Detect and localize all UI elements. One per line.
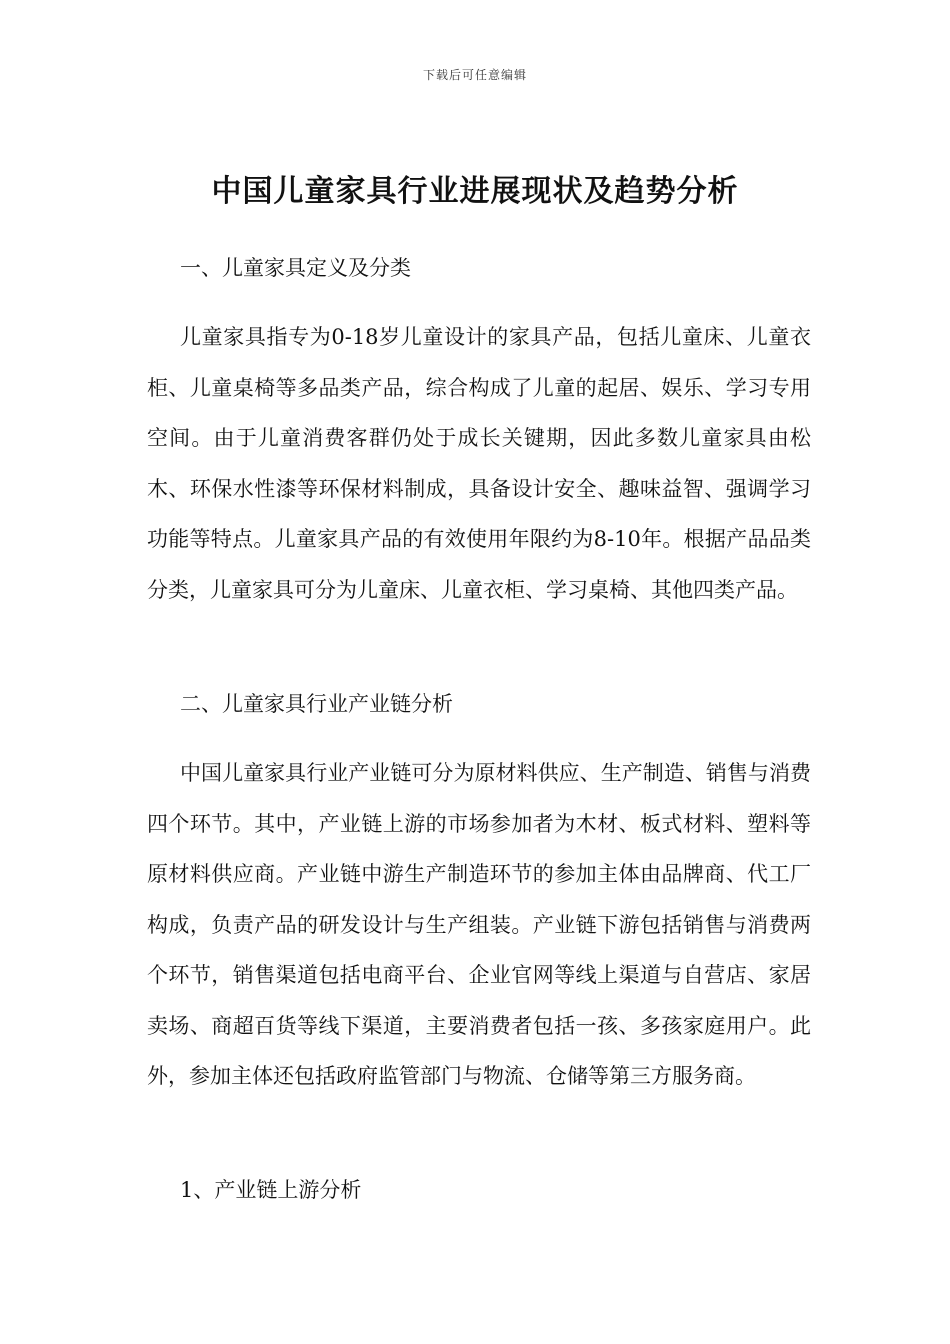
section-body-definition: [147, 312, 811, 615]
section-heading-definition: 一、儿童家具定义及分类: [180, 256, 411, 280]
page-header-note: 下载后可任意编辑: [422, 68, 527, 82]
section-heading-industry-chain: 二、儿童家具行业产业链分析: [180, 692, 453, 716]
paragraph-industry-chain: 中国儿童家具行业产业链可分为原材料供应、生产制造、销售与消费四个环节。其中，产业链上游的市场参加者为木材、板式材料、塑料等原材料供应商。产业链中游生产制造环节的参加主体由品牌商、代工厂构成，负责产品的研发设计与生产组装。产业链下游包括销售与消费两个环节，销售渠道包括电商平台、企业官网等线上渠道与自营店、家居卖场、商超百货等线下渠道，主要消费者包括一孩、多孩家庭用户。此外，参加主体还包括政府监管部门与物流、仓储等第三方服务商。: [147, 761, 811, 1088]
section-body-industry-chain: [147, 748, 811, 1102]
section-heading-upstream: 1、产业链上游分析: [180, 1178, 362, 1202]
document-title: 中国儿童家具行业进展现状及趋势分析: [211, 174, 739, 209]
paragraph-definition: 儿童家具指专为0-18岁儿童设计的家具产品，包括儿童床、儿童衣柜、儿童桌椅等多品类产品，综合构成了儿童的起居、娱乐、学习专用空间。由于儿童消费客群仍处于成长关键期，因此多数儿童家具由松木、环保水性漆等环保材料制成，具备设计安全、趣味益智、强调学习功能等特点。儿童家具产品的有效使用年限约为8-10年。根据产品品类分类，儿童家具可分为儿童床、儿童衣柜、学习桌椅、其他四类产品。: [147, 325, 811, 602]
